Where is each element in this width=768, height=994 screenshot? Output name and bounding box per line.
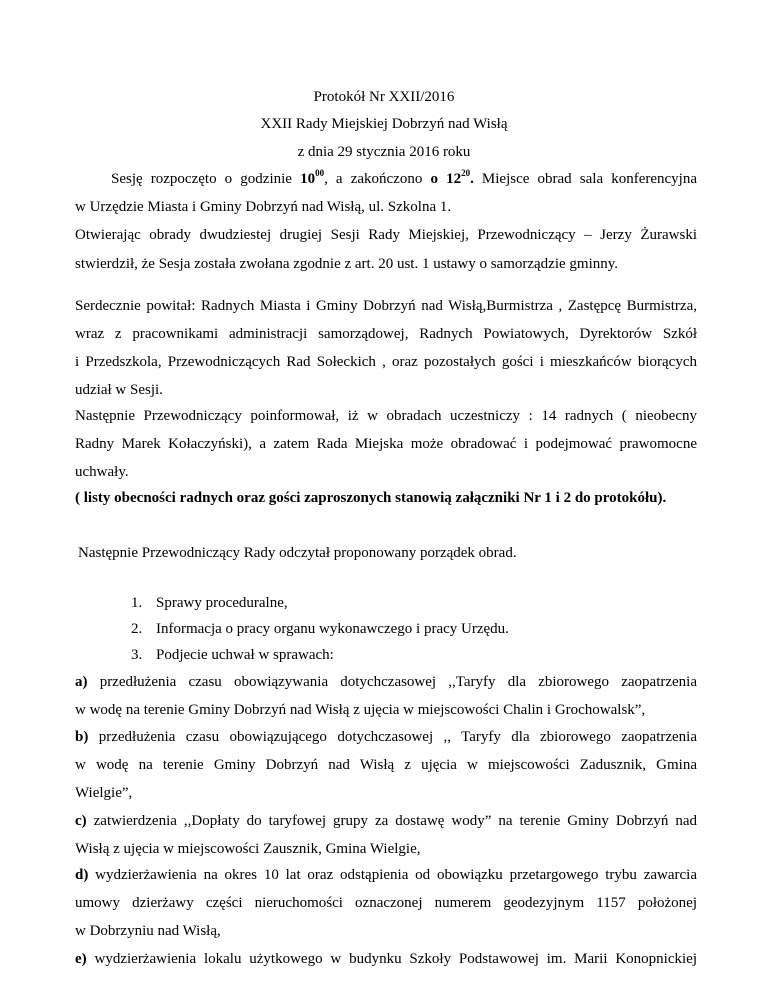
greeting-line-3: i Przedszkola, Przewodniczących Rad Sołeckich , oraz pozostałych gości i mieszkańców biorących: [75, 354, 697, 370]
agenda-item: 1. Sprawy proceduralne,: [131, 595, 288, 611]
agenda-item: 2. Informacja o pracy organu wykonawczego i pracy Urzędu.: [131, 621, 509, 637]
resolution-d-line-3: w Dobrzyniu nad Wisłą,: [75, 923, 221, 939]
protocol-title: Protokół Nr XXII/2016: [313, 89, 455, 105]
greeting-line-5: Następnie Przewodniczący poinformował, iż w obradach uczestniczy : 14 radnych ( nieobecny: [75, 408, 697, 424]
greeting-line-4: udział w Sesji.: [75, 382, 163, 398]
resolution-b-line-3: Wielgie”,: [75, 785, 133, 801]
intro-line-1: Sesję rozpoczęto o godzinie $10^{00}$, a zakończono o $12^{20}$. Miejsce obrad sala konferencyjna: [111, 168, 698, 187]
agenda-intro: Następnie Przewodniczący Rady odczytał proponowany porządek obrad.: [78, 545, 517, 561]
resolution-b-line-1: b) przedłużenia czasu obowiązującego dotychczasowej ,, Taryfy dla zbiorowego zaopatrzenia: [75, 729, 697, 745]
session-name: XXII Rady Miejskiej Dobrzyń nad Wisłą: [260, 116, 508, 132]
session-date: z dnia 29 stycznia 2016 roku: [297, 144, 471, 160]
greeting-line-7: uchwały.: [75, 464, 129, 480]
resolution-e-line-1: e) wydzierżawienia lokalu użytkowego w budynku Szkoły Podstawowej im. Marii Konopnickiej: [75, 951, 697, 967]
greeting-line-6: Radny Marek Kołaczyński), a zatem Rada Miejska może obradować i podejmować prawomocne: [75, 436, 697, 452]
agenda-item: 3. Podjecie uchwał w sprawach:: [131, 647, 334, 663]
intro-line-2: w Urzędzie Miasta i Gminy Dobrzyń nad Wisłą, ul. Szkolna 1.: [75, 199, 452, 215]
opening-line-1: Otwierając obrady dwudziestej drugiej Sesji Rady Miejskiej, Przewodniczący – Jerzy Żurawski: [75, 227, 697, 243]
resolution-c-line-2: Wisłą z ujęcia w miejscowości Zausznik, Gmina Wielgie,: [75, 841, 421, 857]
resolution-a-line-2: w wodę na terenie Gminy Dobrzyń nad Wisłą z ujęcia w miejscowości Chalin i Grochowalsk”,: [75, 702, 646, 718]
resolution-a-line-1: a) przedłużenia czasu obowiązywania dotychczasowej ,,Taryfy dla zbiorowego zaopatrzenia: [75, 674, 698, 690]
greeting-line-1: Serdecznie powitał: Radnych Miasta i Gminy Dobrzyń nad Wisłą,Burmistrza , Zastępcę Burmistrza,: [75, 298, 697, 314]
resolution-b-line-2: w wodę na terenie Gminy Dobrzyń nad Wisłą z ujęcia w miejscowości Zadusznik, Gmina: [75, 757, 697, 773]
opening-line-2: stwierdził, że Sesja została zwołana zgodnie z art. 20 ust. 1 ustawy o samorządzie gminny.: [75, 256, 619, 272]
greeting-line-2: wraz z pracownikami administracji samorządowej, Radnych Powiatowych, Dyrektorów Szkół: [75, 326, 697, 342]
resolution-c-line-1: c) zatwierdzenia ,,Dopłaty do taryfowej grupy za dostawę wody” na terenie Gminy Dobrzyń nad: [75, 813, 697, 829]
resolution-d-line-2: umowy dzierżawy części nieruchomości oznaczonej numerem geodezyjnym 1157 położonej: [75, 895, 697, 911]
resolution-d-line-1: d) wydzierżawienia na okres 10 lat oraz odstąpienia od obowiązku przetargowego trybu zawarcia: [75, 867, 697, 883]
attachments-note: ( listy obecności radnych oraz gości zaproszonych stanowią załączniki Nr 1 i 2 do protokółu).: [75, 490, 667, 506]
